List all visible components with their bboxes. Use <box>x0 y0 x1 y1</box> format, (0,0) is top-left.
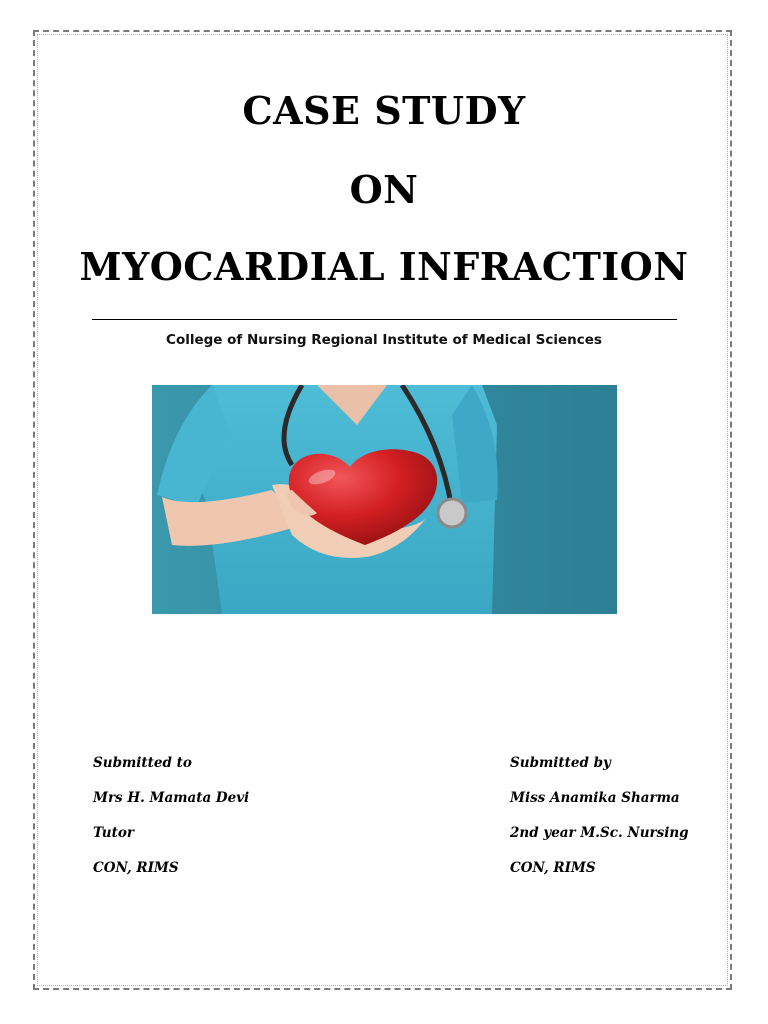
title-line-topic: MYOCARDIAL INFRACTION <box>79 244 689 289</box>
horizontal-rule <box>92 319 677 320</box>
submitted-by-block <box>510 754 689 894</box>
submitted-to-affiliation: CON, RIMS <box>93 860 179 876</box>
submitted-to-role: Tutor <box>93 825 134 841</box>
submitted-by-role: 2nd year M.Sc. Nursing <box>510 825 689 841</box>
institution-name: College of Nursing Regional Institute of Medical Sciences <box>166 332 602 348</box>
submitted-to-name: Mrs H. Mamata Devi <box>93 790 250 806</box>
submitted-by-label: Submitted by <box>510 755 611 771</box>
title-line-on: ON <box>349 167 419 212</box>
submitted-to-label: Submitted to <box>93 755 192 771</box>
submitted-by-affiliation: CON, RIMS <box>510 860 596 876</box>
title-line-case-study: CASE STUDY <box>242 88 526 133</box>
nurse-heart-illustration <box>152 385 617 614</box>
cover-photo <box>152 385 617 614</box>
submitted-by-name: Miss Anamika Sharma <box>510 790 680 806</box>
submitted-to-block <box>93 754 249 894</box>
